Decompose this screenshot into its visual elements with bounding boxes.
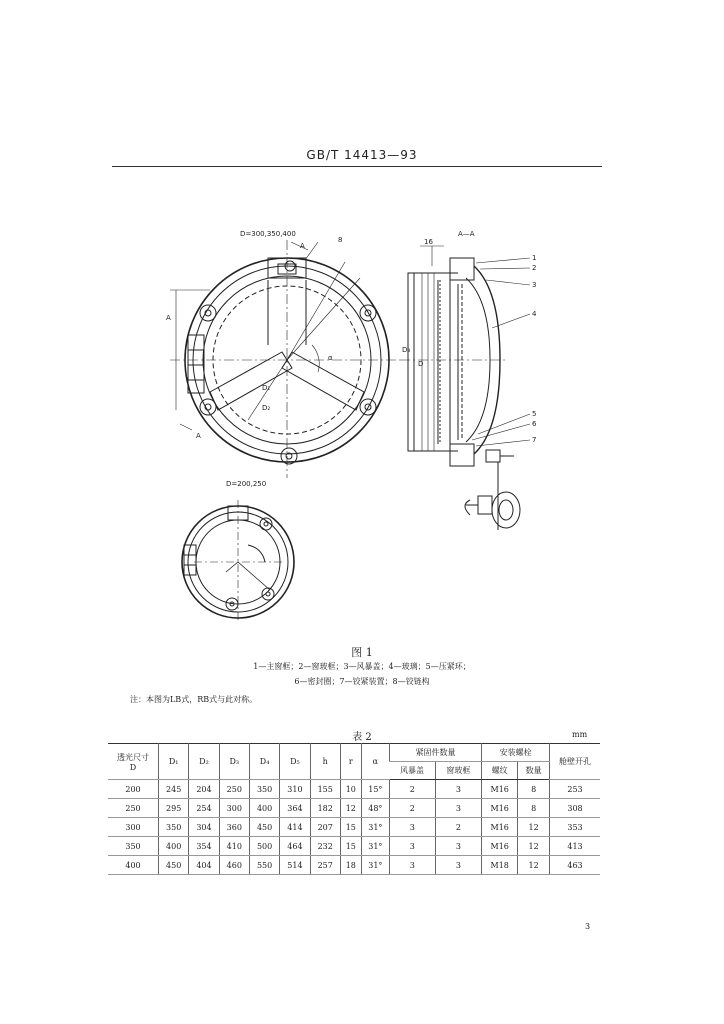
cell: 245 [159,780,189,799]
table-row [108,780,600,799]
header-fastener-storm: 风暴盖 [389,762,435,780]
header-d3: D₃ [219,744,249,780]
label-a-top: A [300,242,305,250]
table-unit: mm [572,730,588,739]
cell: 450 [159,856,189,875]
cell: 232 [310,837,340,856]
header-bolt-thread: 螺纹 [482,762,518,780]
header-hole: 舱壁开孔 [550,744,601,780]
label-d2: D₂ [262,404,271,412]
cell: 3 [389,856,435,875]
cell: 460 [219,856,249,875]
cell: 257 [310,856,340,875]
cell: 404 [189,856,219,875]
cell: 295 [159,799,189,818]
header-fastener-frame: 窗玻框 [435,762,482,780]
cell: 3 [389,818,435,837]
callout-8: 8 [338,236,343,244]
callout-2: 2 [532,264,537,272]
cell: 204 [189,780,219,799]
cell: 12 [340,799,361,818]
cell: 360 [219,818,249,837]
header-bolt-count: 数量 [518,762,550,780]
header-nominal: 透光尺寸 D [108,744,159,780]
cell: 310 [280,780,310,799]
callout-5: 5 [532,410,537,418]
spec-table [108,743,600,875]
cell: M18 [482,856,518,875]
callout-6: 6 [532,420,537,428]
cell: 15 [340,837,361,856]
cell: 3 [435,856,482,875]
cell: 250 [219,780,249,799]
cell: 8 [518,799,550,818]
cell: 414 [280,818,310,837]
table-title: 表 2 [352,732,372,743]
label-d1: D₁ [262,384,271,392]
cell: 8 [518,780,550,799]
cell: 2 [389,780,435,799]
cell: 300 [108,818,159,837]
cell: M16 [482,799,518,818]
cell: 48° [361,799,389,818]
cell: M16 [482,837,518,856]
cell: 31° [361,856,389,875]
header-bolt-group: 安装螺栓 [482,744,550,762]
header-d5: D₅ [280,744,310,780]
cell: M16 [482,818,518,837]
label-a-bottom: A [196,432,201,440]
header-h: h [310,744,340,780]
cell: 400 [159,837,189,856]
figure-title: 图 1 [351,646,373,659]
cell: M16 [482,780,518,799]
label-d3: D₃ [402,346,411,354]
cell: 182 [310,799,340,818]
cell: 550 [249,856,279,875]
cell: 15° [361,780,389,799]
cell: 400 [249,799,279,818]
page-number: 3 [585,922,591,931]
cell: 464 [280,837,310,856]
cell: 3 [435,799,482,818]
cell: 354 [189,837,219,856]
cell: 250 [108,799,159,818]
section-label: A—A [458,230,475,238]
table-row [108,818,600,837]
cell: 15 [340,818,361,837]
label-a-dim: A [166,314,171,322]
header-d1: D₁ [159,744,189,780]
cell: 410 [219,837,249,856]
cell: 12 [518,818,550,837]
callout-3: 3 [532,281,537,289]
header-fastener-group: 紧固件数量 [389,744,481,762]
front-view-large [170,240,400,478]
label-alpha: α [328,354,333,362]
label-d-small: D=200,250 [226,480,267,488]
cell: 2 [435,818,482,837]
cell: 308 [550,799,601,818]
cell: 155 [310,780,340,799]
label-dim16: 16 [424,238,433,246]
cell: 463 [550,856,601,875]
callout-4: 4 [532,310,537,318]
front-view-small [182,500,294,620]
figure-note: 注：本图为LB式，RB式与此对称。 [130,695,258,704]
cell: 31° [361,837,389,856]
cell: 413 [550,837,601,856]
cell: 350 [249,780,279,799]
cell: 200 [108,780,159,799]
handle-detail [465,462,520,530]
header-alpha: α [361,744,389,780]
cell: 2 [389,799,435,818]
cell: 450 [249,818,279,837]
cell: 18 [340,856,361,875]
cell: 3 [435,837,482,856]
header-d2: D₂ [189,744,219,780]
cell: 300 [219,799,249,818]
cell: 12 [518,856,550,875]
figure-legend-line-2: 6—密封圈；7—铰紧装置；8—铰链构 [294,677,430,686]
cell: 304 [189,818,219,837]
callout-7: 7 [532,436,537,444]
header-r: r [340,744,361,780]
table-row [108,837,600,856]
cell: 364 [280,799,310,818]
table-row [108,856,600,875]
cell: 207 [310,818,340,837]
cell: 400 [108,856,159,875]
cell: 3 [435,780,482,799]
cell: 514 [280,856,310,875]
callout-1: 1 [532,254,537,262]
section-view [400,246,530,466]
label-d-large: D=300,350,400 [240,230,296,238]
label-d: D [418,360,424,368]
cell: 10 [340,780,361,799]
cell: 253 [550,780,601,799]
cell: 500 [249,837,279,856]
cell: 350 [108,837,159,856]
cell: 254 [189,799,219,818]
cell: 353 [550,818,601,837]
table-row [108,799,600,818]
figure-legend-line-1: 1—主窗框；2—窗玻框；3—风暴盖；4—玻璃；5—压紧环； [253,662,471,671]
header-d4: D₄ [249,744,279,780]
cell: 350 [159,818,189,837]
cell: 31° [361,818,389,837]
cell: 3 [389,837,435,856]
cell: 12 [518,837,550,856]
standard-code: GB/T 14413—93 [306,148,418,162]
